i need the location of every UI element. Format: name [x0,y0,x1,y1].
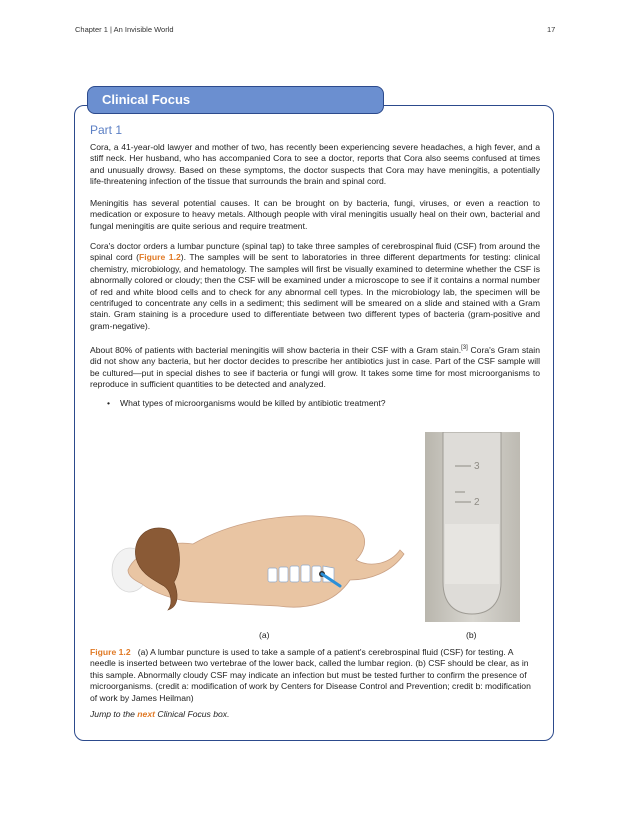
jump-text-end: Clinical Focus box. [154,709,230,719]
next-clinical-focus-link[interactable]: next [137,709,155,719]
paragraph-4-end: Cora's Gram stain did not show any bacteria, but her doctor decides to prescribe her antibiotics just in case. Part of the CSF sample will be cultured—put in special dishes to see if bacteria or fungi will grow. It takes some time for most microorganisms to reproduce in sufficient quantities to be detected and analyzed. [90,344,540,390]
paragraph-1: Cora, a 41-year-old lawyer and mother of two, has recently been experiencing severe headaches, a high fever, and a stiff neck. Her husband, who has accompanied Cora to see a doctor, reports that Cora also seems confused at times and unusually drowsy. Based on these symptoms, the doctor suspects that Cora may have meningitis, a potentially life-threatening infection of the tissue that surrounds the brain and spinal cord. [90,142,540,187]
paragraph-4-start: About 80% of patients with bacterial meningitis will show bacteria in their CSF with a Gram stain. [90,344,462,355]
patient-hair [135,528,179,610]
paragraph-2: Meningitis has several potential causes. It can be brought on by bacteria, fungi, viruses, or even a reaction to medication or exposure to heavy metals. Although people with viral meningitis usually heal on their own, bacterial and fungal meningitis are quite serious and require treatment. [90,198,540,231]
caption-figure-label: Figure 1.2 [90,647,131,657]
figure-caption [90,647,540,704]
paragraph-4 [90,343,540,390]
figure-label-b: (b) [466,630,477,640]
bullet-dot-icon: • [107,398,111,408]
csf-tube-photo [425,432,520,622]
paragraph-3-start: Cora's doctor orders a lumbar puncture (spinal tap) to take three samples of cerebrospinal fluid (CSF) from around the spinal cord ( [90,241,540,263]
tube [443,432,501,614]
csf-fluid [445,524,499,584]
paragraph-3 [90,241,540,332]
running-header: Chapter 1 | An Invisible World [75,25,174,34]
box-title: Clinical Focus [102,92,191,107]
tube-mark-2: 2 [474,497,480,508]
jump-link-line [90,709,229,719]
lumbar-puncture-illustration [108,510,408,620]
part-heading: Part 1 [90,123,123,137]
tube-mark-3: 3 [474,461,480,472]
caption-text: (a) A lumbar puncture is used to take a sample of a patient's cerebrospinal fluid (CSF) for testing. A needle is inserted between two vertebrae of the lower back, called the lumbar region. (b) CSF should be clear, as in this sample. Abnormally cloudy CSF may indicate an infection but must be tested further to confirm the presence of microorganisms. (credit a: modification of work by Centers for Disease Control and Prevention; credit b: modification of work by James Heilman) [90,647,531,703]
figure-label-a: (a) [259,630,270,640]
clinical-focus-tab [87,86,384,114]
question-text: What types of microorganisms would be killed by antibiotic treatment? [120,398,386,408]
figure-1-2-link[interactable]: Figure 1.2 [139,252,181,263]
citation-3-link[interactable]: [3] [461,345,468,351]
jump-text-start: Jump to the [90,709,138,719]
page-number: 17 [547,25,556,34]
paragraph-3-end: ). The samples will be sent to laboratories in three different departments for testing: clinical chemistry, microbiology, and hematology. The samples will first be visually examined to determine whether the CSF is abnormally colored or cloudy; then the CSF will be examined under a microscope to see if it contains a normal number of red and white blood cells and to check for any abnormal cell types. In the microbiology lab, the specimen will be centrifuged to concentrate any cells in a sediment; this sediment will be smeared on a slide and stained with a Gram stain. Gram staining is a procedure used to differentiate between two different types of bacteria (gram-positive and gram-negative). [90,252,541,331]
